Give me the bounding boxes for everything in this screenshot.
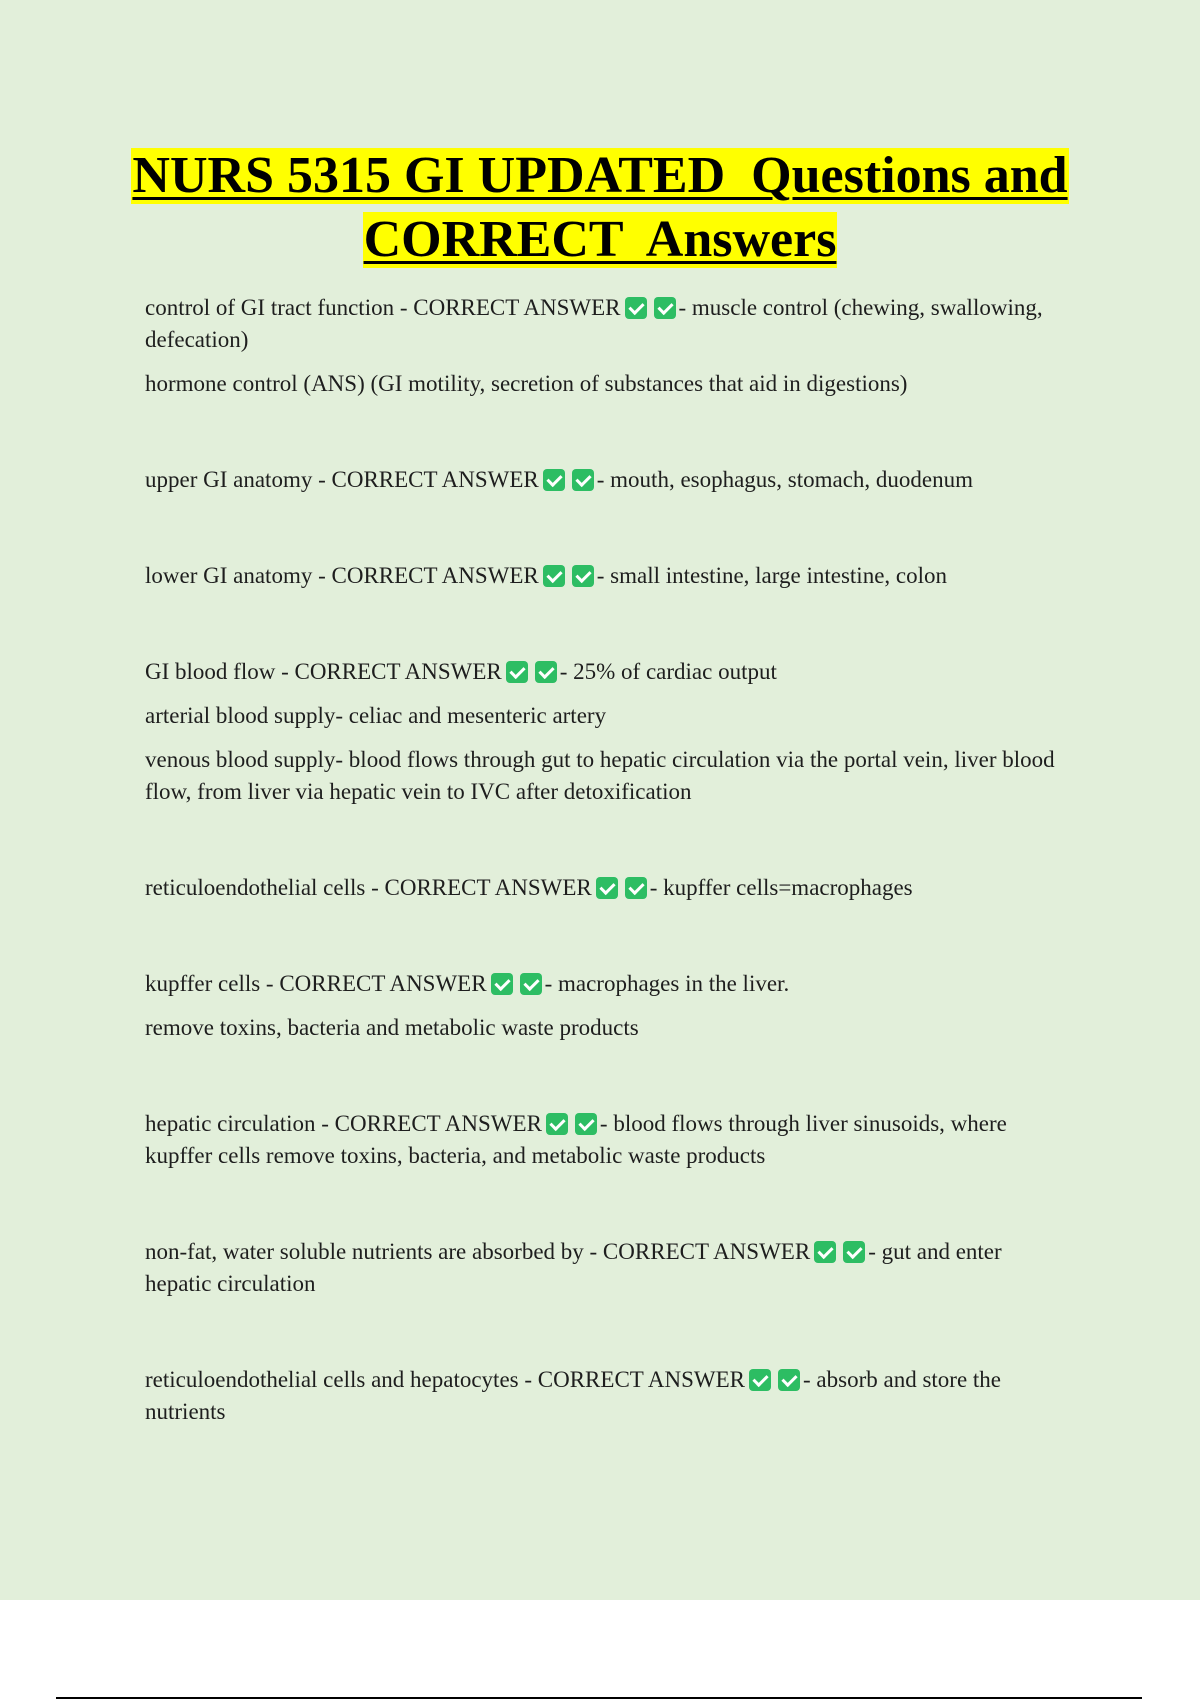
answer-text: - gut and enter hepatic circulation	[145, 1239, 1002, 1296]
check-box-icon	[843, 1241, 865, 1263]
check-box-icon	[625, 297, 647, 319]
answer-text: - small intestine, large intestine, colon	[596, 563, 947, 588]
question-text: lower GI anatomy - CORRECT ANSWER	[145, 563, 539, 588]
check-box-icon	[575, 1113, 597, 1135]
check-box-icon	[543, 565, 565, 587]
question-text: kupffer cells - CORRECT ANSWER	[145, 971, 487, 996]
answer-detail: venous blood supply- blood flows through gut to hepatic circulation via the portal vein, liver blood flow, from liver via hepatic vein to IVC after detoxification	[145, 747, 1055, 804]
answer-text: - muscle control (chewing, swallowing, defecation)	[145, 295, 1043, 352]
check-box-icon	[546, 1113, 568, 1135]
answer-detail: remove toxins, bacteria and metabolic waste products	[145, 1015, 639, 1040]
answer-text: - blood flows through liver sinusoids, where kupffer cells remove toxins, bacteria, and metabolic waste products	[145, 1111, 1007, 1168]
question-text: upper GI anatomy - CORRECT ANSWER	[145, 467, 539, 492]
answer-text: - macrophages in the liver.	[544, 971, 790, 996]
qa-item	[145, 1108, 1065, 1172]
answer-detail: arterial blood supply- celiac and mesenteric artery	[145, 703, 607, 728]
check-box-icon	[572, 565, 594, 587]
qa-item	[145, 1364, 1065, 1428]
question-text: hepatic circulation - CORRECT ANSWER	[145, 1111, 542, 1136]
check-box-icon	[535, 661, 557, 683]
check-box-icon	[596, 877, 618, 899]
check-box-icon	[543, 469, 565, 491]
answer-text: - 25% of cardiac output	[559, 659, 777, 684]
title-line-1: NURS 5315 GI UPDATED Questions and	[132, 147, 1068, 204]
check-box-icon	[572, 469, 594, 491]
answer-text: - kupffer cells=macrophages	[649, 875, 913, 900]
check-box-icon	[749, 1369, 771, 1391]
qa-item	[145, 560, 1065, 592]
qa-list	[145, 292, 1065, 1428]
check-box-icon	[778, 1369, 800, 1391]
qa-item	[145, 464, 1065, 496]
question-text: reticuloendothelial cells and hepatocytes - CORRECT ANSWER	[145, 1367, 746, 1392]
title-line-2: CORRECT Answers	[363, 211, 837, 268]
qa-item	[145, 872, 1065, 904]
question-text: GI blood flow - CORRECT ANSWER	[145, 659, 502, 684]
check-box-icon	[625, 877, 647, 899]
answer-text: - absorb and store the nutrients	[145, 1367, 1002, 1424]
qa-item	[145, 1236, 1065, 1300]
qa-item	[145, 292, 1065, 356]
question-text: control of GI tract function - CORRECT ANSWER	[145, 295, 621, 320]
footer-rule	[56, 1697, 1142, 1699]
check-box-icon	[654, 297, 676, 319]
check-box-icon	[506, 661, 528, 683]
check-box-icon	[491, 973, 513, 995]
check-box-icon	[814, 1241, 836, 1263]
check-box-icon	[520, 973, 542, 995]
document-title	[0, 148, 1200, 268]
qa-item	[145, 656, 1065, 688]
question-text: reticuloendothelial cells - CORRECT ANSWER	[145, 875, 592, 900]
answer-text: - mouth, esophagus, stomach, duodenum	[596, 467, 974, 492]
question-text: non-fat, water soluble nutrients are absorbed by - CORRECT ANSWER	[145, 1239, 811, 1264]
qa-item	[145, 968, 1065, 1000]
answer-detail: hormone control (ANS) (GI motility, secretion of substances that aid in digestions)	[145, 371, 908, 396]
